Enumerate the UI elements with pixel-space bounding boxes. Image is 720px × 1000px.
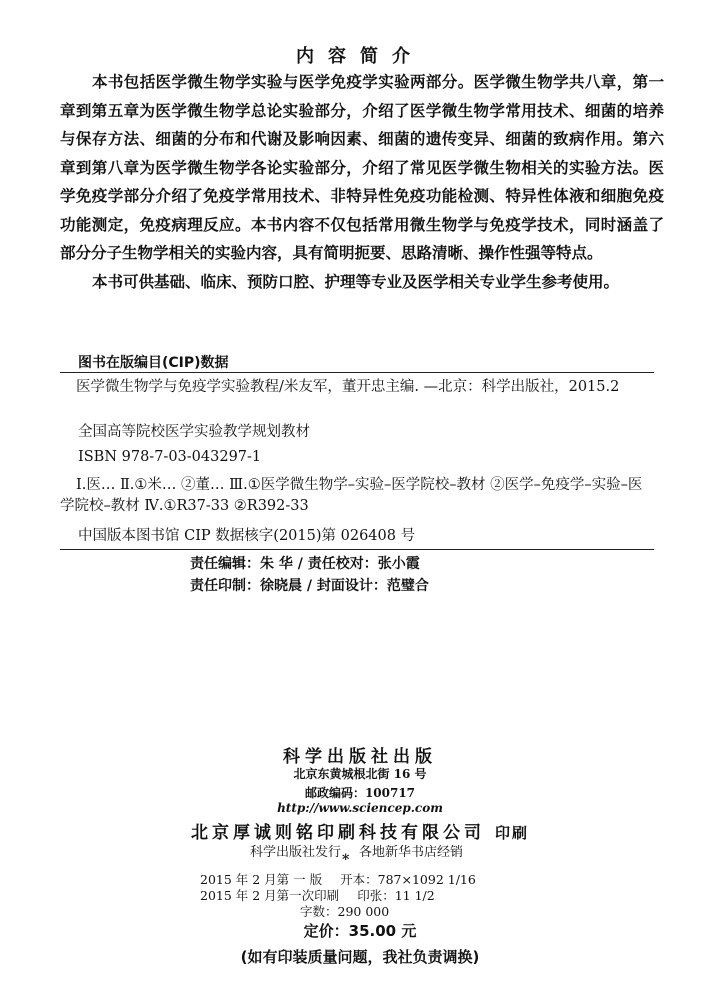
cip-classification-line: Ⅰ.医… Ⅱ.①米… ②董… Ⅲ.①医学微生物学–实验–医学院校–教材 ②医学–免疫学–实验–医学院校–教材 Ⅳ.①R37-33 ②R392-33	[60, 477, 643, 514]
distribution-publisher: 科学出版社发行	[250, 845, 342, 860]
cip-series-line: 全国高等院校医学实验教学规划教材	[78, 424, 310, 440]
printer-name: 北京厚诚则铭印刷科技有限公司	[191, 823, 486, 843]
publisher-url: http://www.sciencep.com	[277, 801, 443, 815]
format-size: 开本：787×1092 1/16	[340, 872, 476, 887]
publisher-name: 科学出版社出版	[283, 747, 437, 767]
printing-date: 2015 年 2 月第一次印刷	[200, 888, 340, 903]
cip-bottom-rule	[60, 549, 654, 550]
distribution-seller: 各地新华书店经销	[359, 845, 464, 860]
price: 定价：35.00 元	[303, 922, 417, 940]
quality-notice: (如有印装质量问题，我社负责调换)	[240, 948, 480, 966]
printer-suffix: 印刷	[494, 824, 529, 842]
cip-record-number: 中国版本图书馆 CIP 数据核字(2015)第 026408 号	[78, 528, 416, 544]
cip-title-line: 医学微生物学与免疫学实验教程/米友军，董开忠主编. —北京：科学出版社，2015.2	[76, 379, 620, 395]
separator-star: *	[342, 852, 350, 868]
word-count: 字数：290 000	[300, 904, 390, 919]
intro-title: 内容简介	[296, 46, 424, 67]
printed-sheets: 印张：11 1/2	[357, 888, 435, 903]
publisher-address: 北京东黄城根北街 16 号	[293, 767, 427, 781]
edition-date: 2015 年 2 月第 一 版	[200, 872, 323, 887]
staff-line-production: 责任印制：徐晓晨 / 封面设计：范璧合	[190, 578, 429, 594]
cip-heading: 图书在版编目(CIP)数据	[78, 355, 229, 371]
cip-top-rule	[60, 372, 654, 373]
publisher-zipcode: 邮政编码：100717	[304, 786, 416, 800]
staff-line-editors: 责任编辑：朱 华 / 责任校对：张小霞	[190, 556, 420, 572]
intro-paragraph-1: 本书包括医学微生物学实验与医学免疫学实验两部分。医学微生物学共八章，第一章到第五章为医学微生物学总论实验部分，介绍了医学微生物学常用技术、细菌的培养与保存方法、细菌的分布和代谢及影响因素、细菌的遗传变异、细菌的致病作用。第六章到第八章为医学微生物学各论实验部分，介绍了常见医学微生物相关的实验方法。医学免疫学部分介绍了免疫学常用技术、非特异性免疫功能检测、特异性体液和细胞免疫功能测定，免疫病理反应。本书内容不仅包括常用微生物学与免疫学技术，同时涵盖了部分分子生物学相关的实验内容，具有简明扼要、思路清晰、操作性强等特点。	[60, 73, 664, 262]
distribution-line	[250, 841, 463, 860]
intro-paragraph-2: 本书可供基础、临床、预防口腔、护理等专业及医学相关专业学生参考使用。	[92, 273, 620, 291]
printer-line	[0, 818, 720, 843]
cip-isbn-line: ISBN 978-7-03-043297-1	[78, 449, 262, 465]
